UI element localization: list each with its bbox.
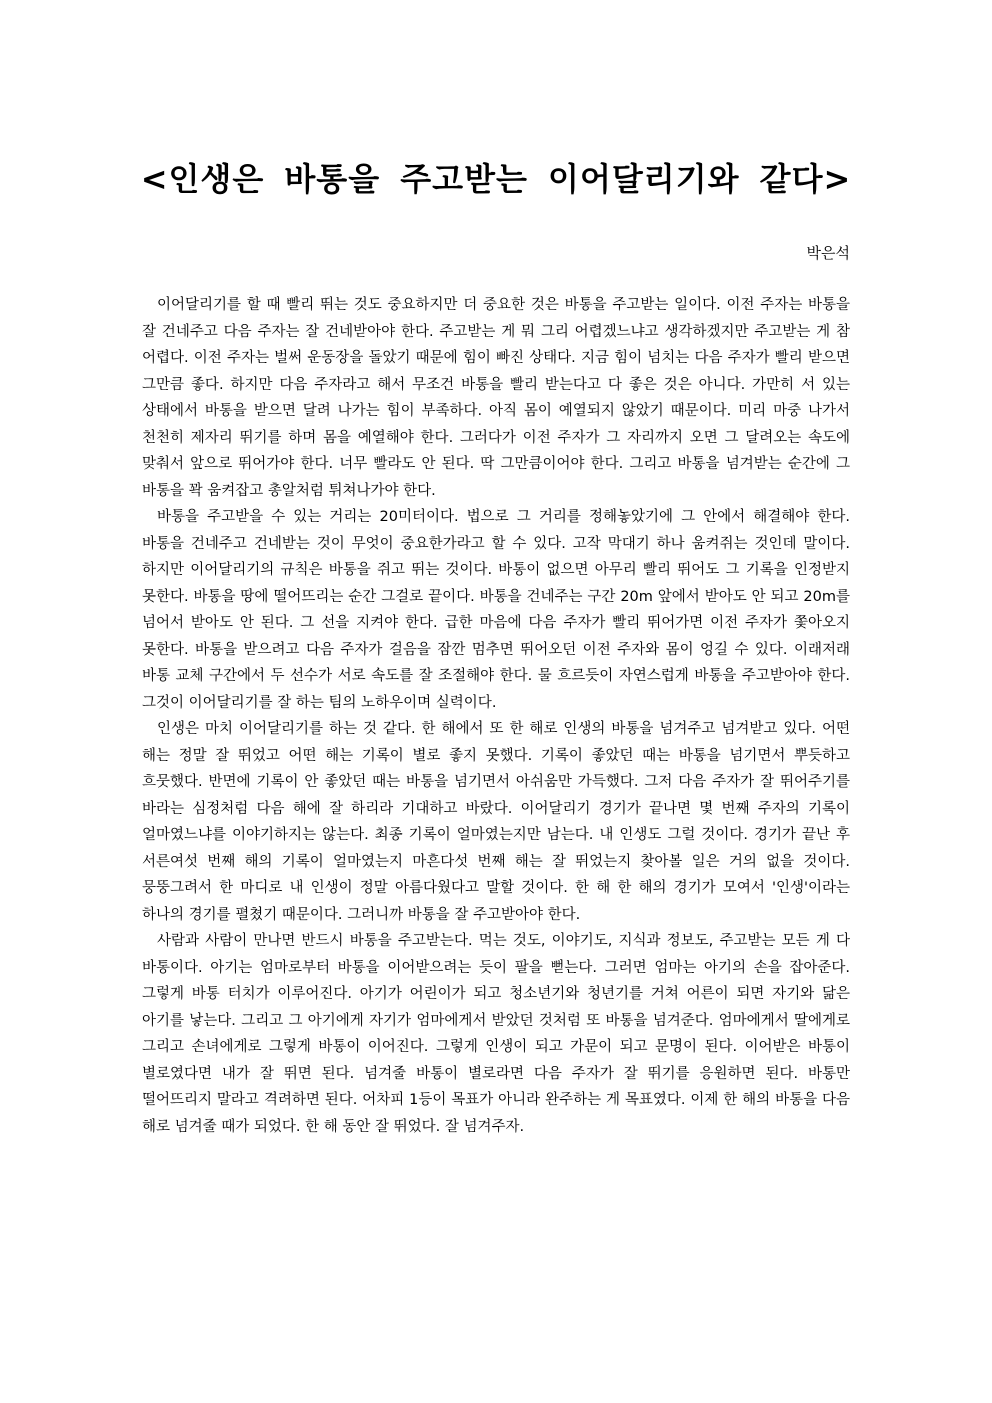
author-name: 박은석 xyxy=(806,244,850,262)
document-body xyxy=(142,292,850,1140)
paragraph-3: 인생은 마치 이어달리기를 하는 것 같다. 한 해에서 또 한 해로 인생의 바통을 넘겨주고 넘겨받고 있다. 어떤 해는 정말 잘 뛰었고 어떤 해는 기록이 별로 좋지 못했다. 기록이 좋았던 때는 바통을 넘기면서 뿌듯하고 흐뭇했다. 반면에 기록이 안 좋았던 때는 바통을 넘기면서 아쉬움만 가득했다. 그저 다음 주자가 잘 뛰어주기를 바라는 심정처럼 다음 해에 잘 하리라 기대하고 바랐다. 이어달리기 경기가 끝나면 몇 번째 주자의 기록이 얼마였느냐를 이야기하지는 않는다. 최종 기록이 얼마였는지만 남는다. 내 인생도 그럴 것이다. 경기가 끝난 후 서른여섯 번째 해의 기록이 얼마였는지 마흔다섯 번째 해는 잘 뛰었는지 찾아볼 일은 거의 없을 것이다. 뭉뚱그려서 한 마디로 내 인생이 정말 아름다웠다고 말할 것이다. 한 해 한 해의 경기가 모여서 '인생'이라는 하나의 경기를 펼쳤기 때문이다. 그러니까 바통을 잘 주고받아야 한다. xyxy=(142,721,850,923)
document-title: <인생은 바통을 주고받는 이어달리기와 같다> xyxy=(140,160,852,198)
paragraph-1: 이어달리기를 할 때 빨리 뛰는 것도 중요하지만 더 중요한 것은 바통을 주고받는 일이다. 이전 주자는 바통을 잘 건네주고 다음 주자는 잘 건네받아야 한다. 주고받는 게 뭐 그리 어렵겠느냐고 생각하겠지만 주고받는 게 참 어렵다. 이전 주자는 벌써 운동장을 돌았기 때문에 힘이 빠진 상태다. 지금 힘이 넘치는 다음 주자가 빨리 받으면 그만큼 좋다. 하지만 다음 주자라고 해서 무조건 바통을 빨리 받는다고 다 좋은 것은 아니다. 가만히 서 있는 상태에서 바통을 받으면 달려 나가는 힘이 부족하다. 아직 몸이 예열되지 않았기 때문이다. 미리 마중 나가서 천천히 제자리 뛰기를 하며 몸을 예열해야 한다. 그러다가 이전 주자가 그 자리까지 오면 그 달려오는 속도에 맞춰서 앞으로 뛰어가야 한다. 너무 빨라도 안 된다. 딱 그만큼이어야 한다. 그리고 바통을 넘겨받는 순간에 그 바통을 꽉 움켜잡고 총알처럼 튀쳐나가야 한다. xyxy=(142,297,850,499)
paragraph-4: 사람과 사람이 만나면 반드시 바통을 주고받는다. 먹는 것도, 이야기도, 지식과 정보도, 주고받는 모든 게 다 바통이다. 아기는 엄마로부터 바통을 이어받으려는 듯이 팔을 뻗는다. 그러면 엄마는 아기의 손을 잡아준다. 그렇게 바통 터치가 이루어진다. 아기가 어린이가 되고 청소년기와 청년기를 거쳐 어른이 되면 자기와 닮은 아기를 낳는다. 그리고 그 아기에게 자기가 엄마에게서 받았던 것처럼 또 바통을 넘겨준다. 엄마에게서 딸에게로 그리고 손녀에게로 그렇게 바통이 이어진다. 그렇게 인생이 되고 가문이 되고 문명이 된다. 이어받은 바통이 별로였다면 내가 잘 뛰면 된다. 넘겨줄 바통이 별로라면 다음 주자가 잘 뛰기를 응원하면 된다. 바통만 떨어뜨리지 말라고 격려하면 된다. 어차피 1등이 목표가 아니라 완주하는 게 목표였다. 이제 한 해의 바통을 다음 해로 넘겨줄 때가 되었다. 한 해 동안 잘 뛰었다. 잘 넘겨주자. xyxy=(142,933,850,1135)
paragraph-2: 바통을 주고받을 수 있는 거리는 20미터이다. 법으로 그 거리를 정해놓았기에 그 안에서 해결해야 한다. 바통을 건네주고 건네받는 것이 무엇이 중요한가라고 할 수 있다. 고작 막대기 하나 움켜쥐는 것인데 말이다. 하지만 이어달리기의 규칙은 바통을 쥐고 뛰는 것이다. 바통이 없으면 아무리 빨리 뛰어도 그 기록을 인정받지 못한다. 바통을 땅에 떨어뜨리는 순간 그걸로 끝이다. 바통을 건네주는 구간 20m 앞에서 받아도 안 되고 20m를 넘어서 받아도 안 된다. 그 선을 지켜야 한다. 급한 마음에 다음 주자가 빨리 뛰어가면 이전 주자가 쫓아오지 못한다. 바통을 받으려고 다음 주자가 걸음을 잠깐 멈추면 뛰어오던 이전 주자와 몸이 엉길 수 있다. 이래저래 바통 교체 구간에서 두 선수가 서로 속도를 잘 조절해야 한다. 물 흐르듯이 자연스럽게 바통을 주고받아야 한다. 그것이 이어달리기를 잘 하는 팀의 노하우이며 실력이다. xyxy=(142,509,850,711)
